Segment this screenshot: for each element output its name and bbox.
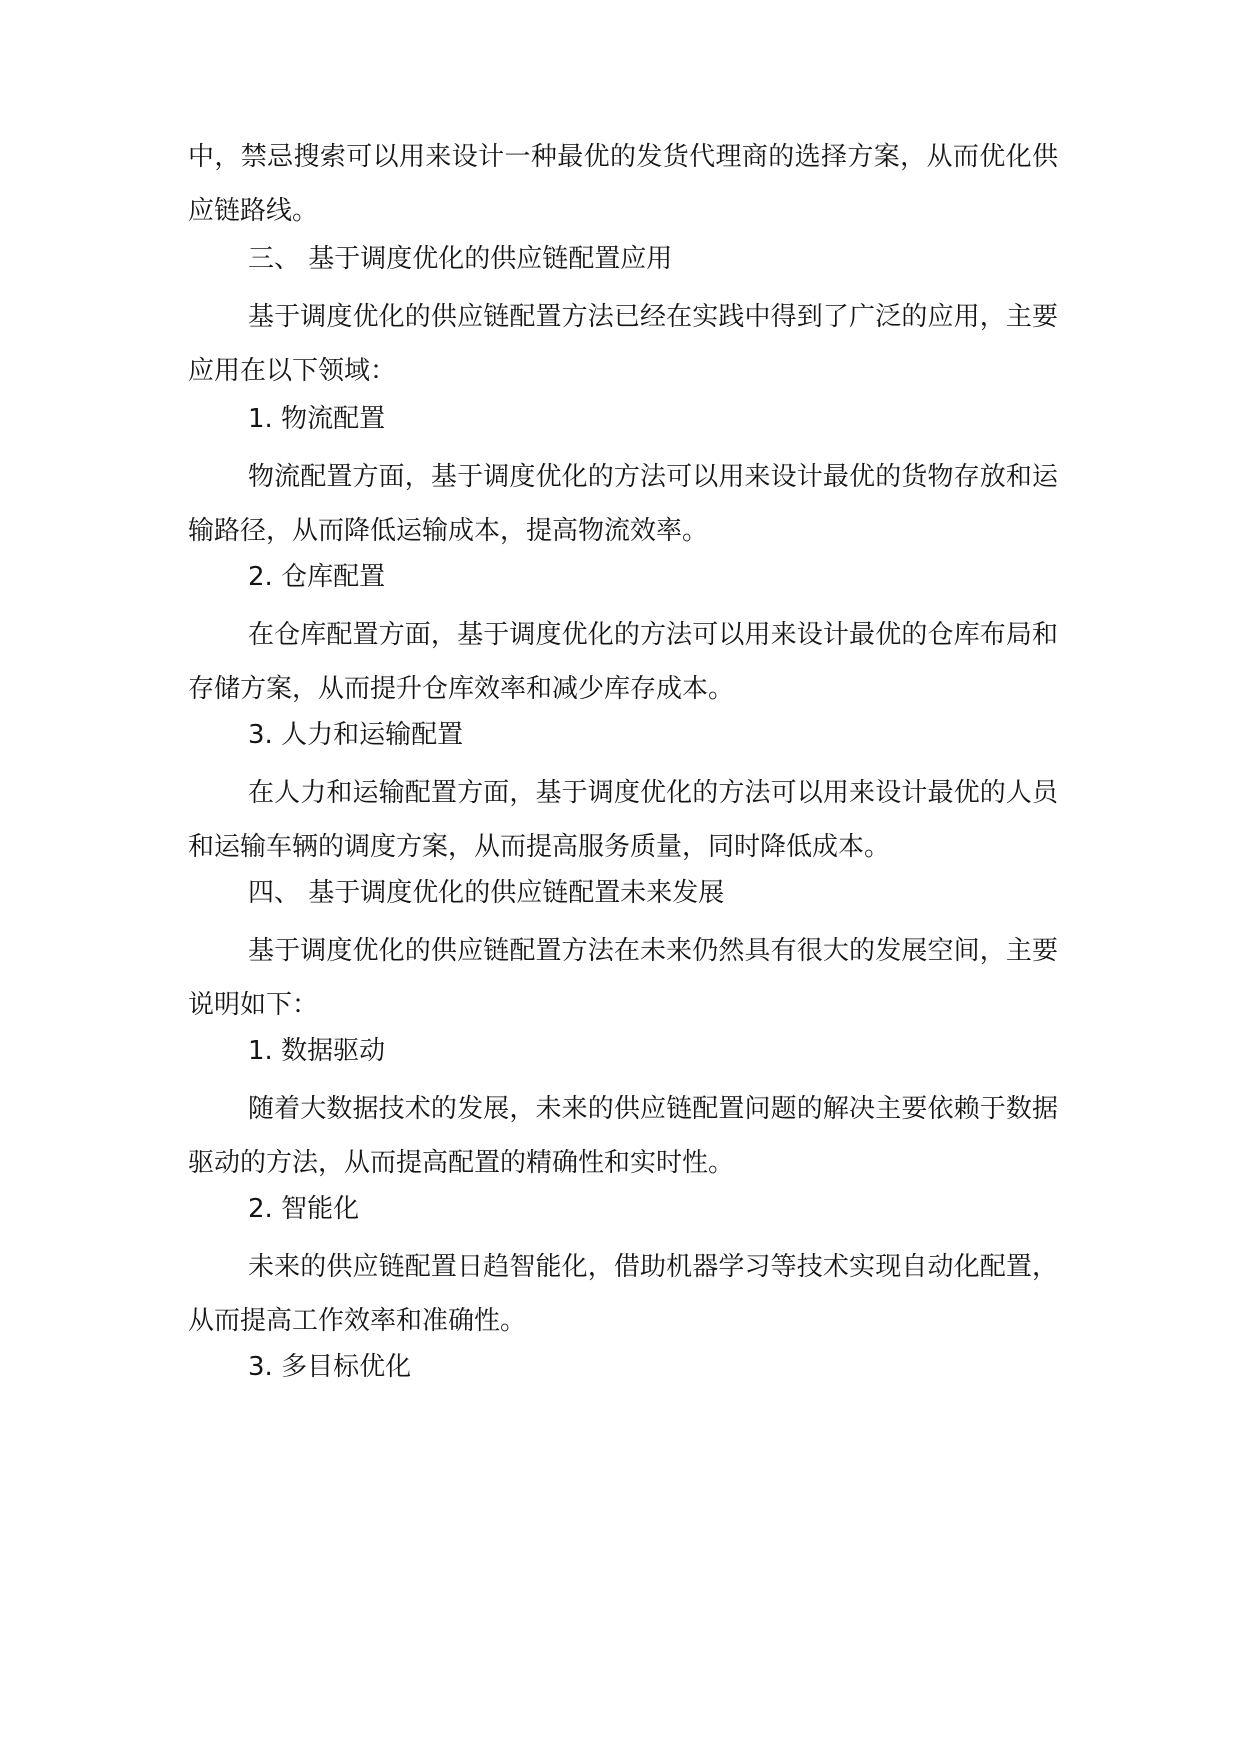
subheading-data-driven: 1. 数据驱动 bbox=[248, 1036, 386, 1066]
subheading-warehouse: 2. 仓库配置 bbox=[248, 562, 386, 592]
paragraph: 物流配置方面，基于调度优化的方法可以用来设计最优的货物存放和运输路径，从而降低运输成本，提高物流效率。 bbox=[188, 462, 1058, 546]
paragraph: 随着大数据技术的发展，未来的供应链配置问题的解决主要依赖于数据驱动的方法，从而提高配置的精确性和实时性。 bbox=[188, 1094, 1058, 1178]
section-heading-4: 四、 基于调度优化的供应链配置未来发展 bbox=[248, 878, 725, 908]
paragraph: 未来的供应链配置日趋智能化，借助机器学习等技术实现自动化配置，从而提高工作效率和准确性。 bbox=[188, 1252, 1058, 1336]
subheading-intelligent: 2. 智能化 bbox=[248, 1194, 360, 1224]
paragraph: 在人力和运输配置方面，基于调度优化的方法可以用来设计最优的人员和运输车辆的调度方案，从而提高服务质量，同时降低成本。 bbox=[188, 778, 1058, 862]
subheading-logistics: 1. 物流配置 bbox=[248, 404, 386, 434]
paragraph-continuation: 中，禁忌搜索可以用来设计一种最优的发货代理商的选择方案，从而优化供应链路线。 bbox=[188, 142, 1058, 226]
paragraph: 基于调度优化的供应链配置方法在未来仍然具有很大的发展空间，主要说明如下： bbox=[188, 936, 1058, 1020]
section-heading-3: 三、 基于调度优化的供应链配置应用 bbox=[248, 244, 673, 274]
subheading-multi-objective: 3. 多目标优化 bbox=[248, 1352, 412, 1382]
subheading-labor-transport: 3. 人力和运输配置 bbox=[248, 720, 464, 750]
paragraph: 在仓库配置方面，基于调度优化的方法可以用来设计最优的仓库布局和存储方案，从而提升仓库效率和减少库存成本。 bbox=[188, 620, 1058, 704]
paragraph: 基于调度优化的供应链配置方法已经在实践中得到了广泛的应用，主要应用在以下领域： bbox=[188, 302, 1058, 386]
